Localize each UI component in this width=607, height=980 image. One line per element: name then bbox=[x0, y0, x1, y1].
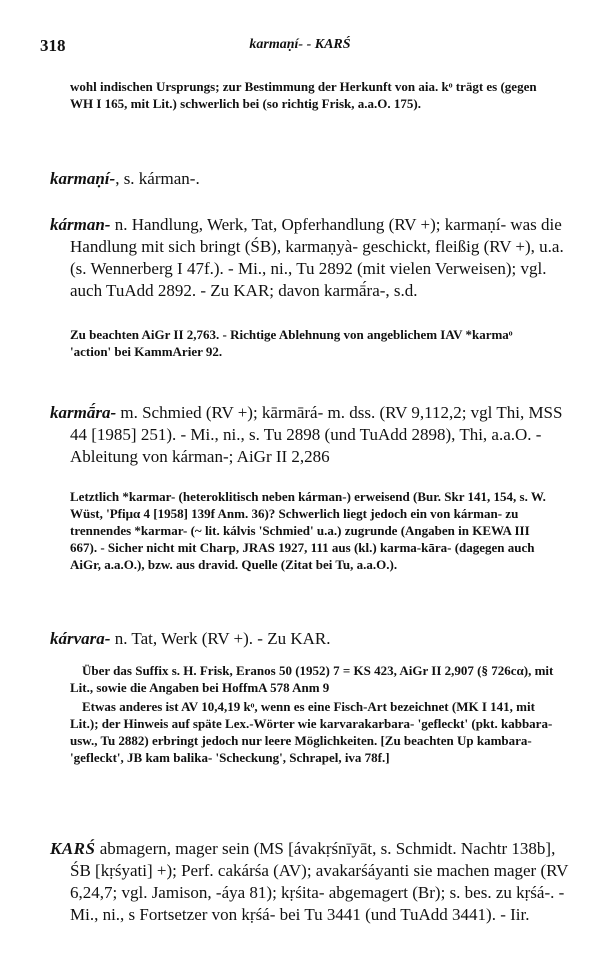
entry-karman-text: n. Handlung, Werk, Tat, Opferhandlung (RV +); karmaṇí- was die Handlung mit sich bringt (ŚB), karmaṇyà- geschickt, fleißig (RV +), u.a. (s. Wennerberg I 47f.). - Mi., ni., Tu 2892 (mit vielen Verweisen); vgl. auch TuAdd 2892. - Zu KAR; davon karmā́ra-, s.d. bbox=[70, 215, 564, 300]
note-karvara-1-text: Über das Suffix s. H. Frisk, Eranos 50 (1952) 7 = KS 423, AiGr II 2,907 (§ 726cα), mit Lit., sowie die Angaben bei HoffmA 578 Anm 9 bbox=[70, 663, 554, 695]
entry-karmara bbox=[50, 402, 580, 468]
note-karman-text: Zu beachten AiGr II 2,763. - Richtige Ablehnung von angeblichem IAV *karmaᵒ 'action' bei KammArier 92. bbox=[70, 327, 513, 359]
intro-note bbox=[70, 78, 555, 112]
note-karmara-text: Letztlich *karmar- (heteroklitisch neben kárman-) erweisend (Bur. Skr 141, 154, s. W. Wüst, 'Pfiμα 4 [1958] 139f Anm. 36)? Schwerlich liegt jedoch ein von kárman- zu trennendes *karmar- (~ lit. kálvis 'Schmied' u.a.) zugrunde (Angaben in KEWA III 667). - Sicher nicht mit Charp, JRAS 1927, 111 aus (kl.) karma-kāra- (dagegen auch AiGr, a.a.O.), bzw. aus dravid. Quelle (Zitat bei Tu, a.a.O.). bbox=[70, 489, 546, 572]
entry-karmani-text: , s. kárman-. bbox=[115, 169, 200, 188]
lemma-kars: KARŚ bbox=[50, 839, 96, 858]
note-karman bbox=[70, 326, 555, 360]
note-karmara bbox=[70, 488, 555, 573]
lemma-karman: kárman- bbox=[50, 215, 111, 234]
entry-karvara bbox=[50, 628, 560, 650]
entry-karmani bbox=[50, 168, 560, 190]
page-number: 318 bbox=[40, 36, 66, 55]
entry-karman bbox=[50, 214, 580, 302]
lemma-karmara: karmā́ra- bbox=[50, 403, 117, 422]
entry-karmara-text: m. Schmied (RV +); kārmārá- m. dss. (RV 9,112,2; vgl Thi, MSS 44 [1985] 251). - Mi., ni., s. Tu 2898 (und TuAdd 2898), Thi, a.a.O. - Ableitung von kárman-; AiGr II 2,286 bbox=[70, 403, 563, 466]
entry-kars-text: abmagern, mager sein (MS [ávakṛśnīyāt, s. Schmidt. Nachtr 138b], ŚB [kṛśyati] +); Perf. cakárśa (AV); avakarśáyanti sie machen mager (RV 6,24,7; vgl. Jamison, -áya 81); kṛśita- abgemagert (Br); s. bes. zu kṛśá-. - Mi., ni., s Fortsetzer von kṛśá- bei Tu 3441 (und TuAdd 3441). - Iir. bbox=[70, 839, 569, 924]
entry-kars bbox=[50, 838, 580, 926]
intro-note-text: wohl indischen Ursprungs; zur Bestimmung der Herkunft von aia. kᵒ trägt es (gegen WH I 165, mit Lit.) schwerlich bei (so richtig Frisk, a.a.O. 175). bbox=[70, 79, 537, 111]
note-karvara-2-text: Etwas anderes ist AV 10,4,19 kᵒ, wenn es eine Fisch-Art bezeichnet (MK I 141, mit Lit.); der Hinweis auf späte Lex.-Wörter wie karvarakarbara- 'gefleckt' (pkt. kabbara- usw., Tu 2882) erbringt jedoch nur leere Möglichkeiten. [Zu beachten Up kambara- 'gefleckt', JB kam balika- 'Scheckung', Schrapel, iva 78f.] bbox=[70, 699, 553, 765]
running-head: karmaṇí- - KARŚ bbox=[249, 37, 351, 52]
page-header bbox=[40, 36, 560, 58]
note-karvara-1 bbox=[70, 662, 555, 696]
lemma-karvara: kárvara- bbox=[50, 629, 111, 648]
entry-karvara-text: n. Tat, Werk (RV +). - Zu KAR. bbox=[110, 629, 331, 648]
note-karvara-2 bbox=[70, 698, 555, 766]
lemma-karmani: karmaṇí- bbox=[50, 169, 116, 188]
